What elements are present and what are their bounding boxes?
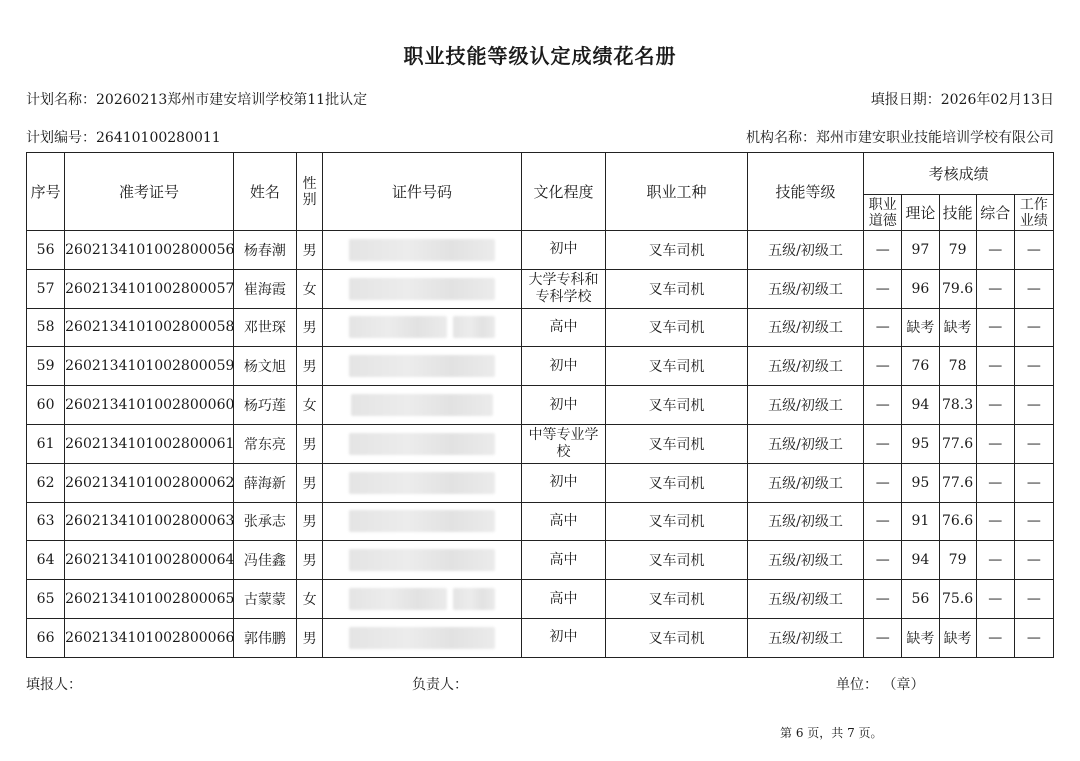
table-row [27,347,1054,386]
seq-cell: 63 [27,502,65,541]
level-cell: 五级/初级工 [747,308,863,347]
exam-no-cell: 2602134101002800060 [65,386,234,425]
redacted-id-block [453,588,495,610]
plan-name: 计划名称：20260213郑州市建安培训学校第11批认定 [26,92,368,108]
skill-score-cell: 77.6 [939,424,976,463]
overall-score-cell: — [976,541,1014,580]
theory-score-cell: 95 [902,424,939,463]
gender-cell: 女 [297,269,323,308]
redacted-id-block [349,472,495,494]
ethics-score-cell: — [864,424,902,463]
name-cell: 郭伟鹏 [233,618,296,657]
ethics-score-cell: — [864,308,902,347]
table-row [27,231,1054,270]
skill-score-cell: 79 [939,541,976,580]
name-cell: 古蒙蒙 [233,580,296,619]
education-cell: 初中 [521,347,605,386]
education-cell: 大学专科和专科学校 [521,269,605,308]
theory-score-cell: 91 [902,502,939,541]
id-cell [323,386,522,425]
header-skill: 技能 [939,195,976,231]
education-cell: 初中 [521,231,605,270]
skill-score-cell: 76.6 [939,502,976,541]
name-cell: 杨春潮 [233,231,296,270]
job-cell: 叉车司机 [606,386,748,425]
work-score-cell: — [1014,308,1053,347]
header-gender: 性别 [297,153,323,231]
level-cell: 五级/初级工 [747,386,863,425]
skill-score-cell: 79.6 [939,269,976,308]
theory-score-cell: 95 [902,463,939,502]
overall-score-cell: — [976,463,1014,502]
seq-cell: 58 [27,308,65,347]
work-score-cell: — [1014,541,1053,580]
gender-cell: 男 [297,541,323,580]
name-cell: 杨文旭 [233,347,296,386]
overall-score-cell: — [976,386,1014,425]
seq-cell: 56 [27,231,65,270]
gender-cell: 男 [297,308,323,347]
overall-score-cell: — [976,347,1014,386]
header-id-no: 证件号码 [323,153,522,231]
name-cell: 冯佳鑫 [233,541,296,580]
table-row [27,308,1054,347]
work-score-cell: — [1014,502,1053,541]
header-score-group: 考核成绩 [864,153,1054,195]
name-cell: 邓世琛 [233,308,296,347]
exam-no-cell: 2602134101002800061 [65,424,234,463]
level-cell: 五级/初级工 [747,231,863,270]
id-cell [323,541,522,580]
exam-no-cell: 2602134101002800064 [65,541,234,580]
theory-score-cell: 56 [902,580,939,619]
redacted-id-block [351,394,493,416]
unit-seal-label: 单位： （章） [836,677,925,693]
score-roster-table [26,152,1054,658]
redacted-id-block [349,316,447,338]
seq-cell: 65 [27,580,65,619]
seq-cell: 57 [27,269,65,308]
work-score-cell: — [1014,463,1053,502]
header-job: 职业工种 [606,153,748,231]
seq-cell: 60 [27,386,65,425]
id-cell [323,580,522,619]
organization-name: 机构名称：郑州市建安职业技能培训学校有限公司 [746,130,1054,146]
table-row [27,269,1054,308]
work-score-cell: — [1014,269,1053,308]
header-work: 工作业绩 [1014,195,1053,231]
table-row [27,386,1054,425]
job-cell: 叉车司机 [606,580,748,619]
job-cell: 叉车司机 [606,308,748,347]
redacted-id-block [349,627,495,649]
job-cell: 叉车司机 [606,502,748,541]
overall-score-cell: — [976,269,1014,308]
exam-no-cell: 2602134101002800056 [65,231,234,270]
work-score-cell: — [1014,424,1053,463]
theory-score-cell: 76 [902,347,939,386]
name-cell: 薛海新 [233,463,296,502]
theory-score-cell: 94 [902,386,939,425]
exam-no-cell: 2602134101002800063 [65,502,234,541]
seq-cell: 64 [27,541,65,580]
header-name: 姓名 [233,153,296,231]
gender-cell: 男 [297,231,323,270]
education-cell: 初中 [521,618,605,657]
education-cell: 中等专业学校 [521,424,605,463]
table-row [27,541,1054,580]
education-cell: 初中 [521,463,605,502]
header-level: 技能等级 [747,153,863,231]
id-cell [323,347,522,386]
redacted-id-block [349,239,495,261]
education-cell: 高中 [521,541,605,580]
document-title: 职业技能等级认定成绩花名册 [403,44,677,68]
job-cell: 叉车司机 [606,463,748,502]
ethics-score-cell: — [864,618,902,657]
id-cell [323,618,522,657]
table-row [27,424,1054,463]
skill-score-cell: 78.3 [939,386,976,425]
gender-cell: 男 [297,618,323,657]
job-cell: 叉车司机 [606,424,748,463]
plan-number: 计划编号：26410100280011 [26,130,221,146]
level-cell: 五级/初级工 [747,463,863,502]
responsible-label: 负责人： [412,677,468,693]
id-cell [323,463,522,502]
overall-score-cell: — [976,580,1014,619]
ethics-score-cell: — [864,347,902,386]
gender-cell: 男 [297,502,323,541]
table-body [27,231,1054,658]
work-score-cell: — [1014,580,1053,619]
theory-score-cell: 97 [902,231,939,270]
seq-cell: 62 [27,463,65,502]
seq-cell: 61 [27,424,65,463]
header-overall: 综合 [976,195,1014,231]
redacted-id-block [349,355,495,377]
job-cell: 叉车司机 [606,269,748,308]
theory-score-cell: 缺考 [902,308,939,347]
name-cell: 张承志 [233,502,296,541]
gender-cell: 男 [297,463,323,502]
job-cell: 叉车司机 [606,618,748,657]
redacted-id-block [349,278,495,300]
education-cell: 高中 [521,308,605,347]
overall-score-cell: — [976,231,1014,270]
work-score-cell: — [1014,386,1053,425]
gender-cell: 女 [297,386,323,425]
level-cell: 五级/初级工 [747,269,863,308]
filler-label: 填报人： [26,677,82,693]
ethics-score-cell: — [864,463,902,502]
id-cell [323,424,522,463]
exam-no-cell: 2602134101002800057 [65,269,234,308]
skill-score-cell: 79 [939,231,976,270]
level-cell: 五级/初级工 [747,347,863,386]
gender-cell: 女 [297,580,323,619]
job-cell: 叉车司机 [606,231,748,270]
table-row [27,618,1054,657]
ethics-score-cell: — [864,502,902,541]
redacted-id-block [349,433,495,455]
header-seq: 序号 [27,153,65,231]
education-cell: 高中 [521,580,605,619]
id-cell [323,269,522,308]
level-cell: 五级/初级工 [747,424,863,463]
seq-cell: 59 [27,347,65,386]
education-cell: 高中 [521,502,605,541]
redacted-id-block [453,316,495,338]
work-score-cell: — [1014,347,1053,386]
level-cell: 五级/初级工 [747,541,863,580]
gender-cell: 男 [297,347,323,386]
id-cell [323,502,522,541]
skill-score-cell: 75.6 [939,580,976,619]
skill-score-cell: 缺考 [939,308,976,347]
id-cell [323,308,522,347]
work-score-cell: — [1014,618,1053,657]
table-row [27,580,1054,619]
redacted-id-block [349,588,447,610]
overall-score-cell: — [976,502,1014,541]
exam-no-cell: 2602134101002800066 [65,618,234,657]
page-number: 第 6 页，共 7 页。 [780,726,883,740]
redacted-id-block [349,549,495,571]
header-education: 文化程度 [521,153,605,231]
education-cell: 初中 [521,386,605,425]
skill-score-cell: 77.6 [939,463,976,502]
ethics-score-cell: — [864,580,902,619]
exam-no-cell: 2602134101002800058 [65,308,234,347]
level-cell: 五级/初级工 [747,618,863,657]
work-score-cell: — [1014,231,1053,270]
exam-no-cell: 2602134101002800062 [65,463,234,502]
exam-no-cell: 2602134101002800059 [65,347,234,386]
header-ethics: 职业道德 [864,195,902,231]
name-cell: 崔海霞 [233,269,296,308]
theory-score-cell: 缺考 [902,618,939,657]
redacted-id-block [349,510,495,532]
seq-cell: 66 [27,618,65,657]
table-row [27,502,1054,541]
ethics-score-cell: — [864,386,902,425]
id-cell [323,231,522,270]
ethics-score-cell: — [864,269,902,308]
exam-no-cell: 2602134101002800065 [65,580,234,619]
job-cell: 叉车司机 [606,541,748,580]
table-row [27,463,1054,502]
theory-score-cell: 96 [902,269,939,308]
theory-score-cell: 94 [902,541,939,580]
name-cell: 杨巧莲 [233,386,296,425]
header-exam-no: 准考证号 [65,153,234,231]
skill-score-cell: 78 [939,347,976,386]
gender-cell: 男 [297,424,323,463]
overall-score-cell: — [976,308,1014,347]
job-cell: 叉车司机 [606,347,748,386]
name-cell: 常东亮 [233,424,296,463]
ethics-score-cell: — [864,541,902,580]
skill-score-cell: 缺考 [939,618,976,657]
overall-score-cell: — [976,618,1014,657]
level-cell: 五级/初级工 [747,502,863,541]
ethics-score-cell: — [864,231,902,270]
header-theory: 理论 [902,195,939,231]
fill-date: 填报日期：2026年02月13日 [870,92,1054,108]
overall-score-cell: — [976,424,1014,463]
level-cell: 五级/初级工 [747,580,863,619]
